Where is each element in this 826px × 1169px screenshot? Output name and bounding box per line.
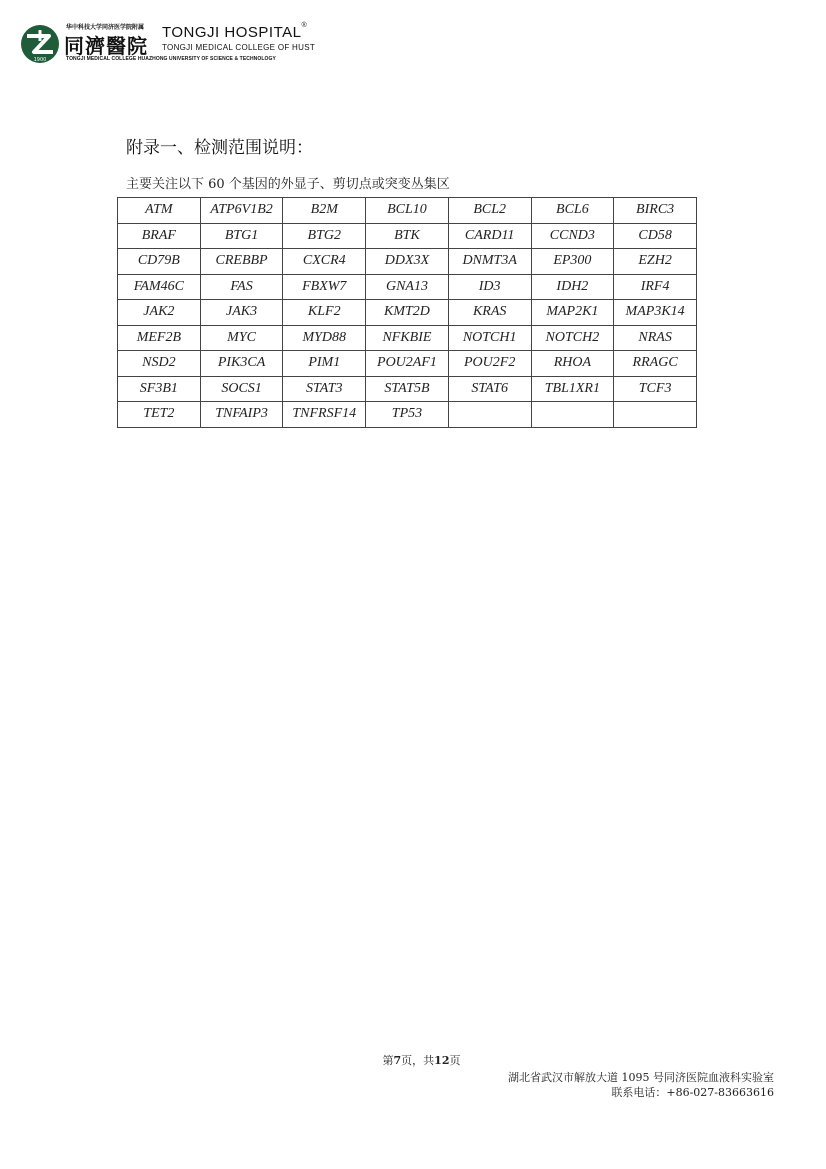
gene-cell: PIM1	[283, 351, 366, 377]
gene-cell	[448, 402, 531, 428]
table-row	[118, 223, 697, 249]
gene-cell: NRAS	[614, 325, 697, 351]
gene-cell: TP53	[366, 402, 449, 428]
gene-cell: DNMT3A	[448, 249, 531, 275]
gene-cell: CD79B	[118, 249, 201, 275]
gene-cell	[614, 402, 697, 428]
gene-cell: KMT2D	[366, 300, 449, 326]
hospital-emblem-icon	[20, 24, 60, 64]
page-number	[0, 1052, 826, 1068]
gene-cell: POU2F2	[448, 351, 531, 377]
gene-cell: FAS	[200, 274, 283, 300]
gene-cell: TNFAIP3	[200, 402, 283, 428]
gene-cell: BCL6	[531, 198, 614, 224]
gene-cell: CARD11	[448, 223, 531, 249]
gene-cell: RHOA	[531, 351, 614, 377]
gene-cell: BTK	[366, 223, 449, 249]
gene-cell: CD58	[614, 223, 697, 249]
table-row	[118, 376, 697, 402]
page-prefix: 第	[382, 1054, 394, 1067]
footer-phone: 联系电话：+86-027-83663616	[611, 1086, 774, 1099]
gene-cell: DDX3X	[366, 249, 449, 275]
gene-cell: TET2	[118, 402, 201, 428]
table-row	[118, 351, 697, 377]
table-row	[118, 249, 697, 275]
table-row	[118, 198, 697, 224]
gene-cell: STAT3	[283, 376, 366, 402]
table-row	[118, 325, 697, 351]
gene-cell: PIK3CA	[200, 351, 283, 377]
gene-cell: EZH2	[614, 249, 697, 275]
gene-cell: RRAGC	[614, 351, 697, 377]
logo-chinese-name: 同濟醫院	[64, 34, 148, 58]
gene-cell: CCND3	[531, 223, 614, 249]
gene-cell: FAM46C	[118, 274, 201, 300]
gene-cell: TBL1XR1	[531, 376, 614, 402]
logo-english-name-text: TONGJI HOSPITAL	[162, 24, 302, 41]
gene-cell: SOCS1	[200, 376, 283, 402]
gene-cell: STAT5B	[366, 376, 449, 402]
gene-cell: IDH2	[531, 274, 614, 300]
gene-cell: GNA13	[366, 274, 449, 300]
page-suffix: 页	[449, 1054, 461, 1067]
hospital-logo-header	[20, 22, 340, 66]
logo-english-name	[162, 24, 307, 41]
gene-cell: MYD88	[283, 325, 366, 351]
gene-cell: SF3B1	[118, 376, 201, 402]
gene-cell: STAT6	[448, 376, 531, 402]
gene-cell: POU2AF1	[366, 351, 449, 377]
gene-cell: NFKBIE	[366, 325, 449, 351]
gene-cell: MAP3K14	[614, 300, 697, 326]
emblem-year: 1900	[33, 57, 47, 63]
gene-cell: JAK3	[200, 300, 283, 326]
gene-cell: EP300	[531, 249, 614, 275]
gene-table	[117, 197, 697, 428]
gene-cell: BCL10	[366, 198, 449, 224]
page-middle: 页，共	[401, 1054, 435, 1067]
gene-cell: NSD2	[118, 351, 201, 377]
gene-cell: BTG1	[200, 223, 283, 249]
gene-cell: MEF2B	[118, 325, 201, 351]
gene-cell: KLF2	[283, 300, 366, 326]
gene-cell: MYC	[200, 325, 283, 351]
gene-table-body	[118, 198, 697, 428]
gene-cell: MAP2K1	[531, 300, 614, 326]
intro-text: 主要关注以下 60 个基因的外显子、剪切点或突变丛集区	[126, 177, 450, 192]
section-title: 附录一、检测范围说明：	[126, 138, 313, 158]
logo-affiliation-text: 华中科技大学同济医学院附属	[66, 24, 145, 31]
page-current: 7	[393, 1054, 402, 1067]
gene-cell: TCF3	[614, 376, 697, 402]
gene-cell: BRAF	[118, 223, 201, 249]
gene-cell: ATP6V1B2	[200, 198, 283, 224]
logo-english-university: TONGJI MEDICAL COLLEGE HUAZHONG UNIVERSITY OF SCIENCE & TECHNOLOGY	[66, 56, 276, 62]
table-row	[118, 300, 697, 326]
gene-cell: ID3	[448, 274, 531, 300]
page-total: 12	[434, 1054, 450, 1067]
gene-cell: CXCR4	[283, 249, 366, 275]
gene-cell: ATM	[118, 198, 201, 224]
table-row	[118, 402, 697, 428]
gene-cell: KRAS	[448, 300, 531, 326]
registered-mark: ®	[301, 22, 308, 29]
gene-cell: B2M	[283, 198, 366, 224]
gene-cell: NOTCH1	[448, 325, 531, 351]
gene-cell: BCL2	[448, 198, 531, 224]
gene-cell: BTG2	[283, 223, 366, 249]
gene-cell: NOTCH2	[531, 325, 614, 351]
gene-cell: IRF4	[614, 274, 697, 300]
gene-cell: JAK2	[118, 300, 201, 326]
gene-cell: FBXW7	[283, 274, 366, 300]
logo-english-subtitle: TONGJI MEDICAL COLLEGE OF HUST	[162, 43, 316, 52]
footer-address: 湖北省武汉市解放大道 1095 号同济医院血液科实验室	[508, 1071, 774, 1084]
gene-cell	[531, 402, 614, 428]
gene-cell: CREBBP	[200, 249, 283, 275]
gene-cell: BIRC3	[614, 198, 697, 224]
gene-cell: TNFRSF14	[283, 402, 366, 428]
table-row	[118, 274, 697, 300]
